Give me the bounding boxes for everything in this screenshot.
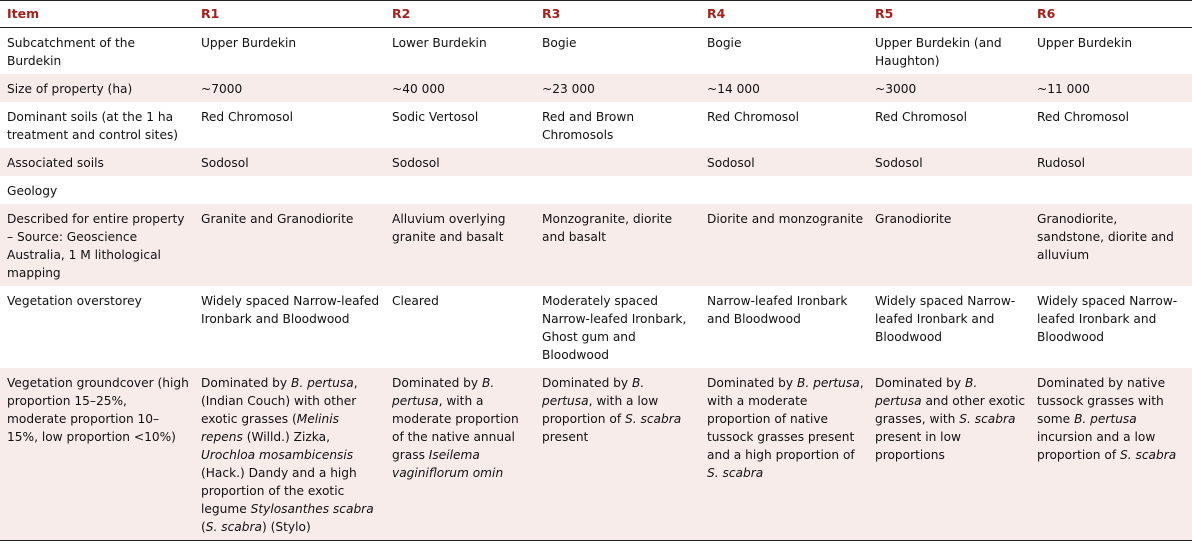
table-cell: ~40 000 <box>392 82 445 96</box>
table-cell: ~23 000 <box>542 82 595 96</box>
row-label-cell: Associated soils <box>7 156 104 170</box>
table-cell: Alluvium overlying granite and basalt <box>392 212 506 244</box>
table-cell <box>385 368 535 541</box>
table-cell: Monzogranite, diorite and basalt <box>542 212 673 244</box>
row-label-cell: Described for entire property – Source: Geoscience Australia, 1 M lithological mapping <box>7 212 185 280</box>
table-cell: Red Chromosol <box>707 110 799 124</box>
table-cell: Upper Burdekin <box>201 36 297 50</box>
cell-text: (Willd.) Zizka, <box>242 430 330 444</box>
table-cell: Granodiorite <box>875 212 952 226</box>
cell-text: Dominated by <box>875 376 966 390</box>
cell-text: , (Indian Couch) with other exotic grasses ( <box>201 376 358 426</box>
row-label-cell: Subcatchment of the Burdekin <box>7 36 135 68</box>
row-label-cell: Geology <box>7 184 58 198</box>
cell-text: , with a moderate proportion of the native annual grass <box>392 394 519 462</box>
species-name: Stylosanthes scabra <box>250 502 374 516</box>
table-cell: Bogie <box>707 36 742 50</box>
species-name: S. scabra <box>1119 448 1177 462</box>
table-cell: Cleared <box>392 294 439 308</box>
cell-text: incursion and a low proportion of <box>1037 430 1156 462</box>
cell-text: Dominated by <box>707 376 798 390</box>
table-row <box>0 176 1192 204</box>
table-cell: Granite and Granodiorite <box>201 212 354 226</box>
table-body <box>0 28 1192 541</box>
table-cell: ~11 000 <box>1037 82 1090 96</box>
species-name: Iseilema vaginiflorum omin <box>392 448 504 480</box>
cell-text: Dominated by <box>392 376 483 390</box>
header-item: Item <box>7 6 40 21</box>
species-name: B. pertusa <box>291 376 354 390</box>
species-name: Urochloa mosambicensis <box>201 448 354 462</box>
table-cell: Narrow-leafed Ironbark and Bloodwood <box>707 294 848 326</box>
table-cell: Upper Burdekin (and Haughton) <box>875 36 1002 68</box>
table-cell <box>194 176 385 204</box>
table-cell: Moderately spaced Narrow-leafed Ironbark, Ghost gum and Bloodwood <box>542 294 687 362</box>
header-r5: R5 <box>875 6 894 21</box>
cell-text: ) (Stylo) <box>261 520 311 534</box>
header-r1: R1 <box>201 6 220 21</box>
cell-text: , with a low proportion of <box>542 394 659 426</box>
species-name: S. scabra <box>959 412 1016 426</box>
species-name: B. pertusa <box>542 376 645 408</box>
table-cell: Rudosol <box>1037 156 1086 170</box>
cell-text: and other exotic grasses, with <box>875 394 1026 426</box>
table-cell <box>194 368 385 541</box>
cell-text: Dominated by <box>542 376 633 390</box>
header-r4: R4 <box>707 6 726 21</box>
table-cell: Red Chromosol <box>1037 110 1129 124</box>
table-cell <box>535 148 700 176</box>
header-r6: R6 <box>1037 6 1056 21</box>
cell-text: present <box>542 430 589 444</box>
header-r2: R2 <box>392 6 411 21</box>
table-cell <box>700 176 868 204</box>
header-r3: R3 <box>542 6 561 21</box>
table-cell: Upper Burdekin <box>1037 36 1133 50</box>
species-name: B. pertusa <box>392 376 495 408</box>
table-cell <box>1030 176 1192 204</box>
table-cell: Sodosol <box>201 156 249 170</box>
table-cell: Granodiorite, sandstone, diorite and alluvium <box>1037 212 1174 262</box>
table-cell: Red and Brown Chromosols <box>542 110 635 142</box>
table-row <box>0 148 1192 176</box>
table-cell: ~7000 <box>201 82 243 96</box>
species-name: B. pertusa <box>797 376 860 390</box>
species-name: B. pertusa <box>875 376 978 408</box>
cell-text: Dominated by native tussock grasses with some <box>1037 376 1166 426</box>
table-cell <box>535 368 700 541</box>
table-cell <box>700 368 868 541</box>
table-cell: Sodic Vertosol <box>392 110 479 124</box>
table-cell: Diorite and monzogranite <box>707 212 864 226</box>
table-row <box>0 204 1192 286</box>
table-cell <box>535 176 700 204</box>
table-cell: ~14 000 <box>707 82 760 96</box>
table-cell: Red Chromosol <box>875 110 967 124</box>
table-row <box>0 74 1192 102</box>
row-label-cell: Vegetation overstorey <box>7 294 142 308</box>
table-cell <box>868 176 1030 204</box>
species-name: Melinis repens <box>201 412 339 444</box>
species-name: S. scabra <box>707 466 764 480</box>
table-cell: Sodosol <box>707 156 755 170</box>
table-row <box>0 102 1192 148</box>
table-cell <box>868 368 1030 541</box>
table-cell: Red Chromosol <box>201 110 293 124</box>
table-header <box>0 1 1192 28</box>
header-row <box>0 1 1192 28</box>
cell-text: (Hack.) Dandy and a high proportion of the exotic legume <box>201 466 357 516</box>
cell-text: ( <box>201 520 206 534</box>
cell-text: Dominated by <box>201 376 292 390</box>
table-row <box>0 28 1192 75</box>
cell-text: present in low proportions <box>875 430 961 462</box>
species-name: S. scabra <box>624 412 682 426</box>
table-cell <box>1030 368 1192 541</box>
row-label-cell <box>0 368 194 541</box>
cell-text: , with a moderate proportion of native tussock grasses present and a high proportion of <box>707 376 864 462</box>
species-name: S. scabra <box>205 520 262 534</box>
table-cell: Widely spaced Narrow-leafed Ironbark and Bloodwood <box>1037 294 1178 344</box>
table-cell: Widely spaced Narrow-leafed Ironbark and Bloodwood <box>201 294 380 326</box>
table-cell: ~3000 <box>875 82 917 96</box>
table-cell: Sodosol <box>392 156 440 170</box>
table-cell: Bogie <box>542 36 577 50</box>
table-cell: Lower Burdekin <box>392 36 487 50</box>
row-label-cell: Dominant soils (at the 1 ha treatment and control sites) <box>7 110 179 142</box>
row-label-cell: Size of property (ha) <box>7 82 133 96</box>
table-row <box>0 286 1192 368</box>
table-row <box>0 368 1192 541</box>
species-name: B. pertusa <box>1074 412 1137 426</box>
table-cell: Sodosol <box>875 156 923 170</box>
table-cell: Widely spaced Narrow-leafed Ironbark and Bloodwood <box>875 294 1016 344</box>
table-cell <box>385 176 535 204</box>
cell-text: Vegetation groundcover (high proportion 15–25%, moderate proportion 10–15%, low proportion <10%) <box>7 376 189 444</box>
